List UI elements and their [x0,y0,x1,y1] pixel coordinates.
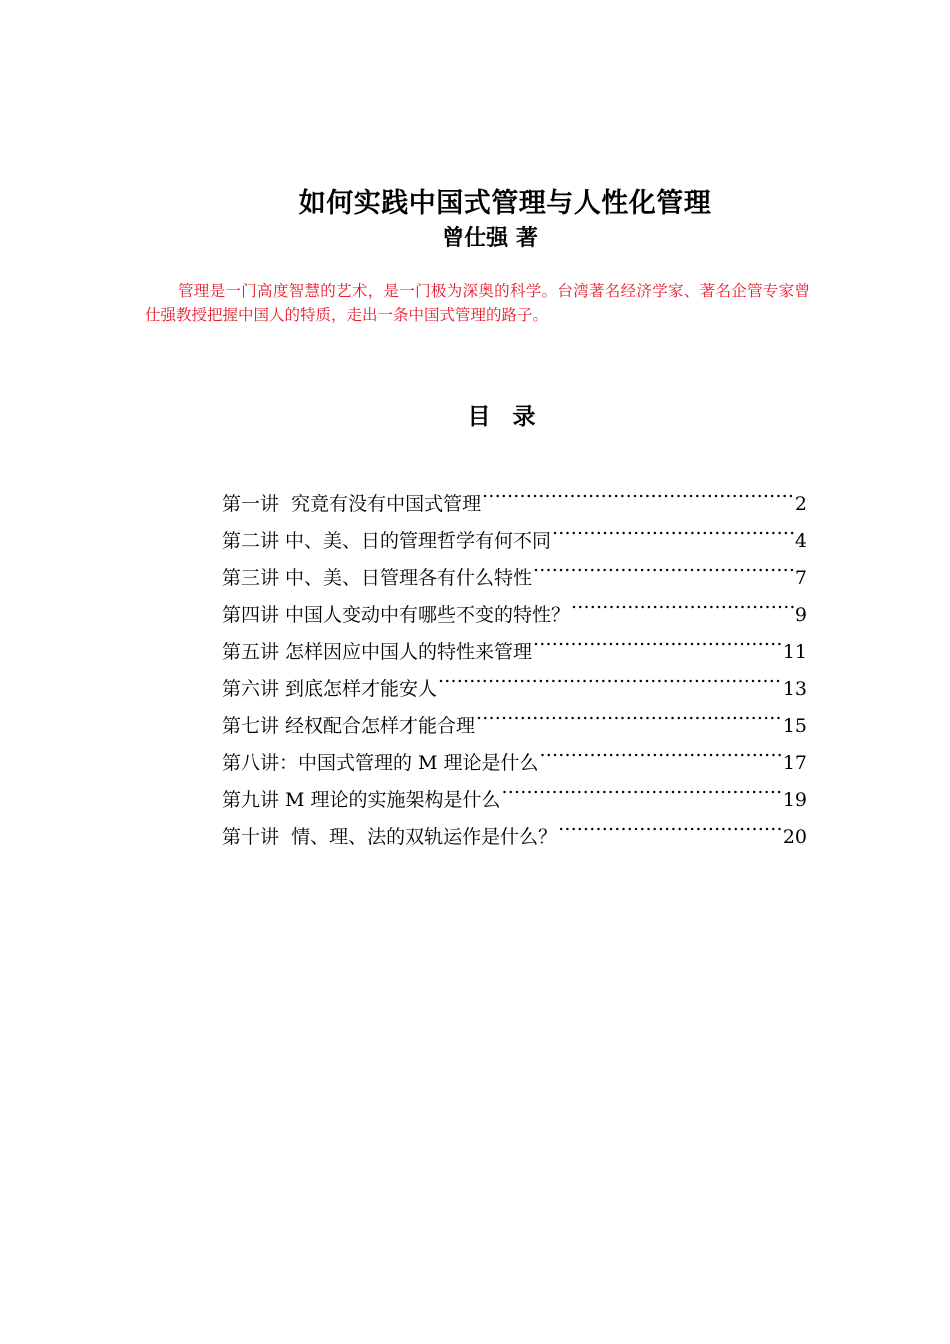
toc-entry-page: 2 [794,493,807,515]
toc-entry-page: 9 [794,604,807,626]
toc-entry-label: 第一讲 究竟有没有中国式管理 [222,493,482,515]
toc-entry-label: 第五讲 怎样因应中国人的特性来管理 [222,641,533,663]
toc-leader-dots [438,658,782,695]
toc-entry-label: 第十讲 情、理、法的双轨运作是什么？ [222,826,558,848]
toc-leader-dots [540,732,782,769]
toc-leader-dots [552,510,794,547]
toc-entry-page: 13 [782,678,807,700]
document-title: 如何实践中国式管理与人性化管理 [298,188,712,219]
toc-heading [0,401,950,433]
toc-heading-first: 目 [467,404,491,430]
toc-entry-label: 第八讲：中国式管理的 M 理论是什么 [222,752,539,774]
toc-entry-page: 15 [782,715,807,737]
toc-entry-label: 第四讲 中国人变动中有哪些不变的特性？ [222,604,571,626]
toc-leader-dots [482,473,794,510]
toc-entry-label: 第二讲 中、美、日的管理哲学有何不同 [222,530,552,552]
intro-paragraph: 管理是一门高度智慧的艺术，是一门极为深奥的科学。台湾著名经济学家、著名企管专家曾仕强教授把握中国人的特质，走出一条中国式管理的路子。 [145,282,810,324]
table-of-contents [222,473,807,848]
toc-entry-label: 第六讲 到底怎样才能安人 [222,678,438,700]
toc-entry-page: 4 [794,530,807,552]
toc-entry-1[interactable] [222,473,807,515]
toc-leader-dots [502,769,782,806]
toc-leader-dots [571,584,794,621]
toc-entry-label: 第三讲 中、美、日管理各有什么特性 [222,567,533,589]
toc-entry-label: 第七讲 经权配合怎样才能合理 [222,715,476,737]
toc-leader-dots [476,695,782,732]
toc-entry-page: 20 [782,826,807,848]
toc-heading-second: 录 [512,404,536,430]
toc-leader-dots [533,621,782,658]
toc-leader-dots [558,806,782,843]
toc-entry-page: 19 [782,789,807,811]
toc-entry-page: 11 [782,641,807,663]
toc-entry-label: 第九讲 M 理论的实施架构是什么 [222,789,501,811]
toc-entry-page: 7 [794,567,807,589]
document-author: 曾仕强 著 [442,226,538,251]
toc-entry-page: 17 [782,752,807,774]
toc-leader-dots [533,547,794,584]
